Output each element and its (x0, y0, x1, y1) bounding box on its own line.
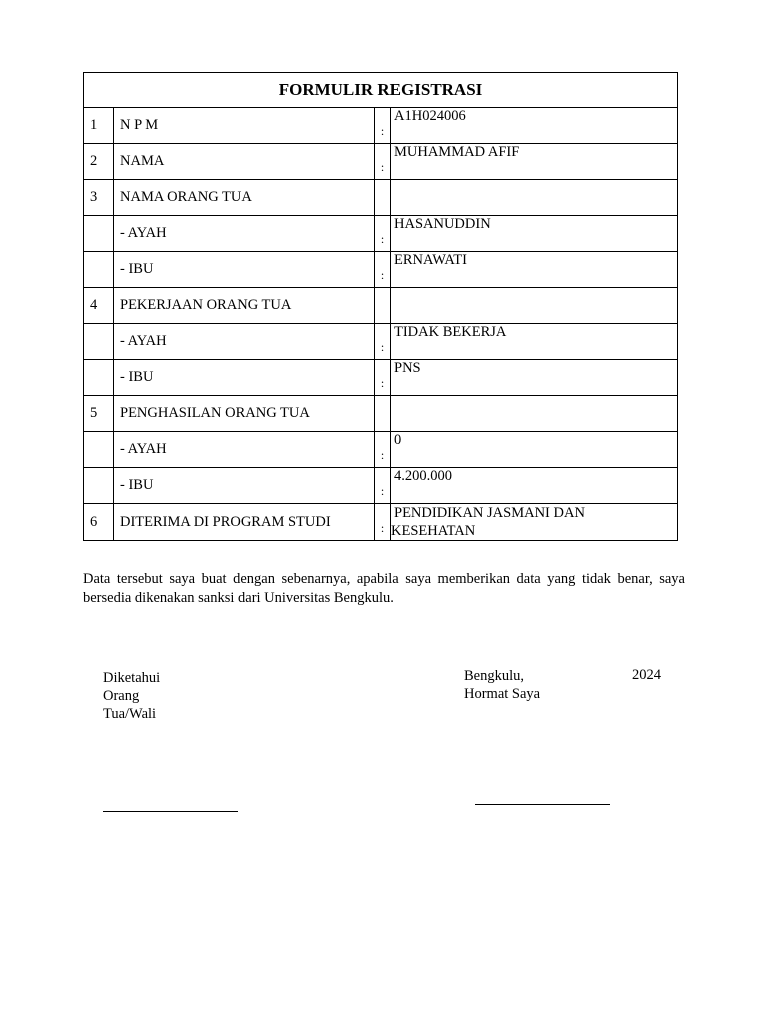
acknowledgement-line: Diketahui (103, 670, 161, 686)
form-row (84, 108, 678, 144)
field-value: PNS (391, 360, 678, 396)
field-colon: : (375, 252, 391, 288)
acknowledgement-line: Orang (103, 688, 140, 704)
row-number (84, 216, 114, 252)
field-value: A1H024006 (391, 108, 678, 144)
field-label: PEKERJAAN ORANG TUA (114, 288, 375, 324)
field-value (391, 504, 678, 541)
form-row (84, 432, 678, 468)
field-label: - IBU (114, 252, 375, 288)
row-number: 5 (84, 396, 114, 432)
field-colon: : (375, 108, 391, 144)
field-label: PENGHASILAN ORANG TUA (114, 396, 375, 432)
form-row (84, 288, 678, 324)
field-label: - IBU (114, 360, 375, 396)
form-row (84, 180, 678, 216)
field-label: DITERIMA DI PROGRAM STUDI (114, 504, 375, 541)
parent-signature-line (103, 811, 238, 812)
row-number: 3 (84, 180, 114, 216)
field-colon (375, 180, 391, 216)
form-title-row (84, 73, 678, 108)
field-colon (375, 288, 391, 324)
signature-place: Bengkulu, (464, 668, 525, 684)
registration-form-table (83, 72, 678, 541)
field-label: - AYAH (114, 324, 375, 360)
row-number (84, 360, 114, 396)
field-colon (375, 396, 391, 432)
field-value: 4.200.000 (391, 468, 678, 504)
form-row (84, 360, 678, 396)
field-label: - AYAH (114, 216, 375, 252)
field-label: NAMA ORANG TUA (114, 180, 375, 216)
field-value: 0 (391, 432, 678, 468)
field-value (391, 396, 678, 432)
applicant-signature-line (475, 804, 610, 805)
field-colon: : (375, 468, 391, 504)
row-number (84, 468, 114, 504)
field-value: HASANUDDIN (391, 216, 678, 252)
row-number (84, 324, 114, 360)
field-colon: : (375, 144, 391, 180)
field-value (391, 288, 678, 324)
field-value: TIDAK BEKERJA (391, 324, 678, 360)
form-row (84, 324, 678, 360)
form-row (84, 216, 678, 252)
field-label: - AYAH (114, 432, 375, 468)
field-label: - IBU (114, 468, 375, 504)
field-value: ERNAWATI (391, 252, 678, 288)
field-value (391, 180, 678, 216)
field-value-line: PENDIDIKAN JASMANI DAN (394, 505, 585, 521)
field-label: N P M (114, 108, 375, 144)
declaration-statement: Data tersebut saya buat dengan sebenarnya, apabila saya memberikan data yang tidak benar, saya bersedia dikenakan sanksi dari Universitas Bengkulu. (83, 571, 685, 606)
field-colon: : (375, 360, 391, 396)
form-row (84, 396, 678, 432)
form-row (84, 504, 678, 541)
row-number: 6 (84, 504, 114, 541)
acknowledgement-line: Tua/Wali (103, 706, 157, 722)
row-number: 4 (84, 288, 114, 324)
row-number: 2 (84, 144, 114, 180)
row-number (84, 432, 114, 468)
parent-acknowledgement-block (103, 669, 160, 723)
form-title: FORMULIR REGISTRASI (84, 73, 678, 108)
field-colon: : (375, 216, 391, 252)
signature-year: 2024 (632, 667, 661, 683)
form-row (84, 252, 678, 288)
form-row (84, 144, 678, 180)
row-number: 1 (84, 108, 114, 144)
field-label: NAMA (114, 144, 375, 180)
field-value-line: KESEHATAN (391, 523, 476, 539)
field-colon: : (375, 432, 391, 468)
field-value: MUHAMMAD AFIF (391, 144, 678, 180)
row-number (84, 252, 114, 288)
field-colon: : (375, 504, 391, 541)
form-row (84, 468, 678, 504)
field-colon: : (375, 324, 391, 360)
signature-closing: Hormat Saya (464, 686, 541, 702)
